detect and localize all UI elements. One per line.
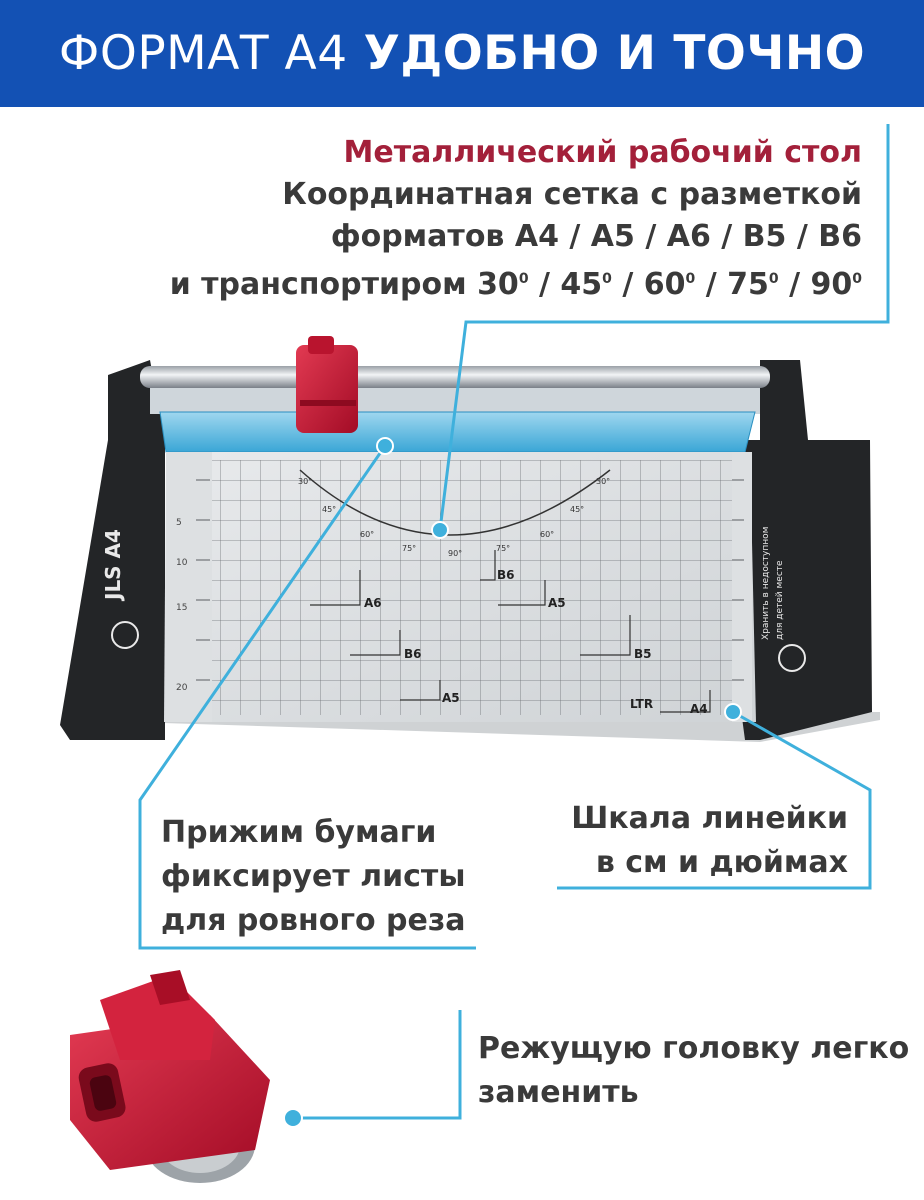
ruler-number: 20 — [176, 683, 188, 693]
callout-clamp-line-3: для ровного реза — [161, 903, 466, 938]
callout-ruler-line-2: в см и дюймах — [595, 845, 848, 880]
right-ruler — [732, 452, 752, 722]
callout-dot — [725, 704, 741, 720]
protractor-label: 30° — [298, 477, 313, 486]
angle-75: 75 — [727, 267, 769, 302]
left-ruler — [166, 452, 212, 722]
format-label: A5 — [548, 596, 566, 610]
format-label: B6 — [497, 568, 515, 582]
degree-mark: 0 — [852, 271, 862, 287]
format-label: B5 — [634, 647, 652, 661]
protractor-label: 30° — [596, 477, 611, 486]
callout-dot — [432, 522, 448, 538]
angle-30: 30 — [477, 267, 519, 302]
ruler-number: 5 — [176, 518, 182, 528]
feature-line-3: и транспортиром $30^0 / 45^0 / 60^0 / 75^0 / 90^0$ — [169, 267, 862, 302]
protractor-label: 45° — [322, 505, 337, 514]
callout-clamp-line-2: фиксирует листы — [161, 859, 466, 894]
degree-mark: 0 — [685, 271, 696, 287]
ruler-number: 15 — [176, 603, 188, 613]
feature-heading: Металлический рабочий стол — [343, 135, 862, 170]
protractor-label: 90° — [448, 549, 463, 558]
protractor-label: 60° — [360, 530, 375, 539]
guide-rail — [140, 366, 770, 388]
brand-label: JLS A4 — [101, 529, 125, 600]
angle-90: 90 — [810, 267, 853, 302]
angle-45: 45 — [560, 267, 603, 302]
degree-mark: 0 — [768, 271, 779, 287]
format-label: LTR — [630, 697, 654, 711]
ruler-number: 10 — [176, 558, 188, 568]
callout-head-line-1: Режущую головку легко — [478, 1031, 910, 1066]
callout-head — [478, 1027, 909, 1115]
protractor-label: 75° — [402, 544, 417, 553]
callout-dot — [284, 1109, 302, 1127]
protractor-label: 45° — [570, 505, 585, 514]
banner-title-bold: УДОБНО И ТОЧНО — [363, 26, 866, 81]
callout-clamp-line-1: Прижим бумаги — [161, 815, 437, 850]
degree-mark: 0 — [518, 271, 529, 287]
format-label: A6 — [364, 596, 382, 610]
feature-line-2: форматов А4 / А5 / А6 / В5 / В6 — [330, 219, 862, 254]
side-note-1: Хранить в недоступном — [761, 526, 771, 640]
angle-60: 60 — [643, 267, 686, 302]
callout-head-line-2: заменить — [478, 1075, 639, 1110]
protractor-label: 75° — [496, 544, 511, 553]
format-label: A5 — [442, 691, 460, 705]
format-label: A4 — [690, 702, 708, 716]
callout-ruler-line-1: Шкала линейки — [571, 801, 848, 836]
callout-ruler — [571, 797, 848, 885]
degree-mark: 0 — [602, 271, 612, 287]
side-note-2: для детей месте — [775, 560, 785, 640]
cutting-head-closeup — [70, 970, 270, 1183]
protractor-label: 60° — [540, 530, 555, 539]
banner-title-light: ФОРМАТ А4 — [58, 26, 348, 81]
feature-line-3-prefix: и транспортиром — [169, 267, 478, 302]
feature-line-1: Координатная сетка с разметкой — [282, 177, 862, 212]
paper-clamp — [160, 412, 755, 452]
cutter-head — [296, 336, 358, 433]
coordinate-grid — [212, 460, 732, 715]
format-label-extra: A5 — [370, 619, 388, 633]
callout-dot — [377, 438, 393, 454]
format-label: B6 — [404, 647, 422, 661]
callout-clamp — [161, 811, 466, 943]
